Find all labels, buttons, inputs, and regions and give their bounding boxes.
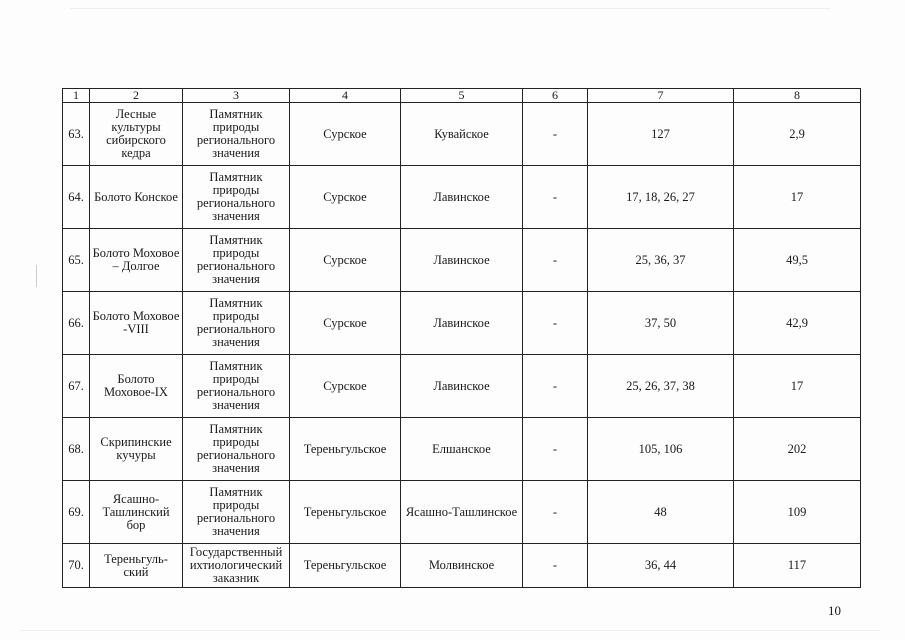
header-cell: 3 bbox=[183, 89, 290, 103]
cell-col6: - bbox=[523, 544, 588, 588]
header-cell: 2 bbox=[90, 89, 183, 103]
cell-col5: Молвинское bbox=[401, 544, 523, 588]
area-category: Памятник природы регионального значения bbox=[183, 103, 290, 166]
area-category: Памятник природы регионального значения bbox=[183, 166, 290, 229]
cell-col5: Лавинское bbox=[401, 229, 523, 292]
table-row bbox=[63, 481, 861, 544]
cell-col5: Елшанское bbox=[401, 418, 523, 481]
row-number: 66. bbox=[63, 292, 90, 355]
area-category: Государственный ихтиологический заказник bbox=[183, 544, 290, 588]
cell-col7: 25, 36, 37 bbox=[588, 229, 734, 292]
cell-col7: 36, 44 bbox=[588, 544, 734, 588]
scan-mark-bottom bbox=[20, 630, 880, 631]
area-name: Тереньгуль-ский bbox=[90, 544, 183, 588]
table-row bbox=[63, 292, 861, 355]
cell-col6: - bbox=[523, 292, 588, 355]
row-number: 69. bbox=[63, 481, 90, 544]
cell-col8: 117 bbox=[734, 544, 861, 588]
row-number: 64. bbox=[63, 166, 90, 229]
area-name: Скрипинские кучуры bbox=[90, 418, 183, 481]
area-name: Болото Моховое-IX bbox=[90, 355, 183, 418]
cell-col6: - bbox=[523, 103, 588, 166]
area-name: Болото Конское bbox=[90, 166, 183, 229]
cell-col7: 105, 106 bbox=[588, 418, 734, 481]
row-number: 63. bbox=[63, 103, 90, 166]
row-number: 68. bbox=[63, 418, 90, 481]
cell-col6: - bbox=[523, 355, 588, 418]
cell-col4: Сурское bbox=[290, 229, 401, 292]
cell-col7: 48 bbox=[588, 481, 734, 544]
cell-col8: 17 bbox=[734, 355, 861, 418]
cell-col7: 37, 50 bbox=[588, 292, 734, 355]
header-cell: 4 bbox=[290, 89, 401, 103]
cell-col7: 127 bbox=[588, 103, 734, 166]
row-number: 65. bbox=[63, 229, 90, 292]
area-category: Памятник природы регионального значения bbox=[183, 292, 290, 355]
cell-col8: 17 bbox=[734, 166, 861, 229]
area-category: Памятник природы регионального значения bbox=[183, 229, 290, 292]
cell-col8: 2,9 bbox=[734, 103, 861, 166]
header-cell: 6 bbox=[523, 89, 588, 103]
header-cell: 5 bbox=[401, 89, 523, 103]
row-number: 67. bbox=[63, 355, 90, 418]
area-name: Болото Моховое -VIII bbox=[90, 292, 183, 355]
cell-col4: Тереньгульское bbox=[290, 544, 401, 588]
header-cell: 1 bbox=[63, 89, 90, 103]
header-row bbox=[63, 89, 861, 103]
cell-col4: Сурское bbox=[290, 103, 401, 166]
table-row bbox=[63, 355, 861, 418]
cell-col4: Тереньгульское bbox=[290, 418, 401, 481]
table-row bbox=[63, 418, 861, 481]
cell-col6: - bbox=[523, 481, 588, 544]
cell-col5: Лавинское bbox=[401, 292, 523, 355]
cell-col4: Сурское bbox=[290, 355, 401, 418]
cell-col7: 25, 26, 37, 38 bbox=[588, 355, 734, 418]
area-category: Памятник природы регионального значения bbox=[183, 355, 290, 418]
header-cell: 7 bbox=[588, 89, 734, 103]
scan-mark-left bbox=[36, 265, 37, 287]
cell-col6: - bbox=[523, 166, 588, 229]
cell-col6: - bbox=[523, 229, 588, 292]
cell-col5: Лавинское bbox=[401, 166, 523, 229]
cell-col5: Лавинское bbox=[401, 355, 523, 418]
table-row bbox=[63, 103, 861, 166]
area-name: Лесные культуры сибирского кедра bbox=[90, 103, 183, 166]
cell-col5: Ясашно-Ташлинское bbox=[401, 481, 523, 544]
area-name: Ясашно-Ташлинский бор bbox=[90, 481, 183, 544]
cell-col4: Сурское bbox=[290, 166, 401, 229]
table-row bbox=[63, 544, 861, 588]
protected-areas-table bbox=[62, 88, 861, 588]
header-cell: 8 bbox=[734, 89, 861, 103]
cell-col8: 109 bbox=[734, 481, 861, 544]
cell-col4: Сурское bbox=[290, 292, 401, 355]
cell-col5: Кувайское bbox=[401, 103, 523, 166]
area-name: Болото Моховое – Долгое bbox=[90, 229, 183, 292]
table-row bbox=[63, 229, 861, 292]
cell-col4: Тереньгульское bbox=[290, 481, 401, 544]
table-row bbox=[63, 166, 861, 229]
scan-mark-top bbox=[70, 8, 830, 9]
area-category: Памятник природы регионального значения bbox=[183, 418, 290, 481]
page-number: 10 bbox=[828, 603, 841, 618]
row-number: 70. bbox=[63, 544, 90, 588]
cell-col6: - bbox=[523, 418, 588, 481]
area-category: Памятник природы регионального значения bbox=[183, 481, 290, 544]
cell-col8: 49,5 bbox=[734, 229, 861, 292]
cell-col7: 17, 18, 26, 27 bbox=[588, 166, 734, 229]
cell-col8: 202 bbox=[734, 418, 861, 481]
cell-col8: 42,9 bbox=[734, 292, 861, 355]
